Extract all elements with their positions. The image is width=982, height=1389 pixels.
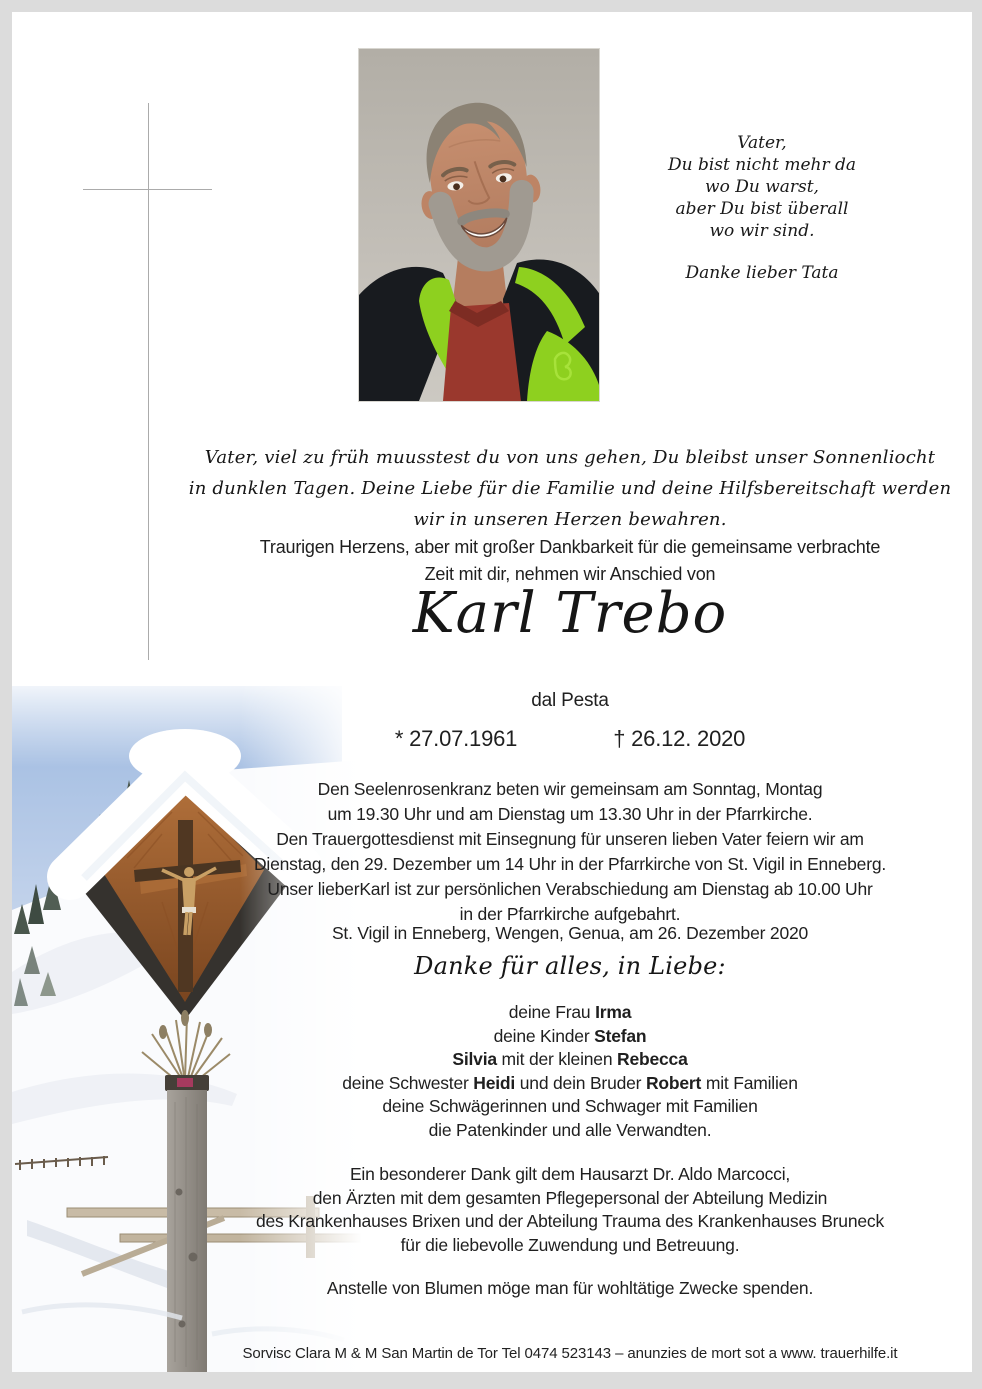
cross-vertical-line — [148, 103, 149, 660]
cross-horizontal-line — [83, 189, 212, 190]
birth-date: * 27.07.1961 — [394, 726, 518, 751]
portrait-illustration — [359, 49, 599, 401]
tribute-text: Vater, viel zu früh muusstest du von uns gehen, Du bleibst unser Sonnenliocht in dunklen Tagen. Deine Liebe für die Familie und deine Hilfsbereitschaft werden wir in unseren Herzen bewahren. — [188, 447, 952, 530]
service-schedule: Den Seelenrosenkranz beten wir gemeinsam am Sonntag, Montag um 19.30 Uhr und am Dienstag um 13.30 Uhr in der Pfarrkirche. Den Trauergottesdienst mit Einsegnung für unseren lieben Vater feiern wir am Dienstag, den 29. Dezember um 14 Uhr in der Pfarrkirche von St. Vigil in Enneberg. Unser lieberKarl ist zur persönlichen Verabschiedung am Dienstag ab 10.00 Uhr in der Pfarrkirche aufgebahrt. — [253, 779, 887, 924]
special-thanks: Ein besonderer Dank gilt dem Hausarzt Dr. Aldo Marcocci, den Ärzten mit dem gesamten Pflegepersonal der Abteilung Medizin des Krankenhauses Brixen und der Abteilung Trauma des Krankenhauses Bruneck für die liebevolle Zuwendung und Betreuung. — [255, 1164, 885, 1255]
poem-closing: Danke lieber Tata — [685, 263, 839, 283]
family-list: deine Frau Irma deine Kinder Stefan Silvia mit der kleinen Rebecca deine Schwester Heidi und dein Bruder Robert mit Familien deine Schwägerinnen und Schwager mit Familien die Patenkinder und alle Verwandten. — [342, 1002, 798, 1140]
memorial-poem — [597, 132, 927, 284]
place-date-line: St. Vigil in Enneberg, Wengen, Genua, am 26. Dezember 2020 — [331, 923, 809, 943]
life-dates — [160, 726, 980, 752]
death-date: † 26.12. 2020 — [613, 726, 746, 751]
deceased-subtitle: dal Pesta — [531, 690, 609, 711]
obituary-card — [12, 12, 972, 1372]
poem-lines: Vater, Du bist nicht mehr da wo Du warst, aber Du bist überall wo wir sind. — [667, 133, 857, 241]
portrait-photo — [358, 48, 600, 402]
farewell-script: Danke für alles, in Liebe: — [414, 952, 726, 980]
deceased-name: Karl Trebo — [412, 581, 728, 646]
announcement-intro: Traurigen Herzens, aber mit großer Dankbarkeit für die gemeinsame verbrachte Zeit mit dir, nehmen wir Anschied von — [259, 537, 881, 584]
donation-note: Anstelle von Blumen möge man für wohltätige Zwecke spenden. — [326, 1278, 814, 1298]
footer-line: Sorvisc Clara M & M San Martin de Tor Tel 0474 523143 – anunzies de mort sot a www. trauerhilfe.it — [242, 1345, 898, 1362]
